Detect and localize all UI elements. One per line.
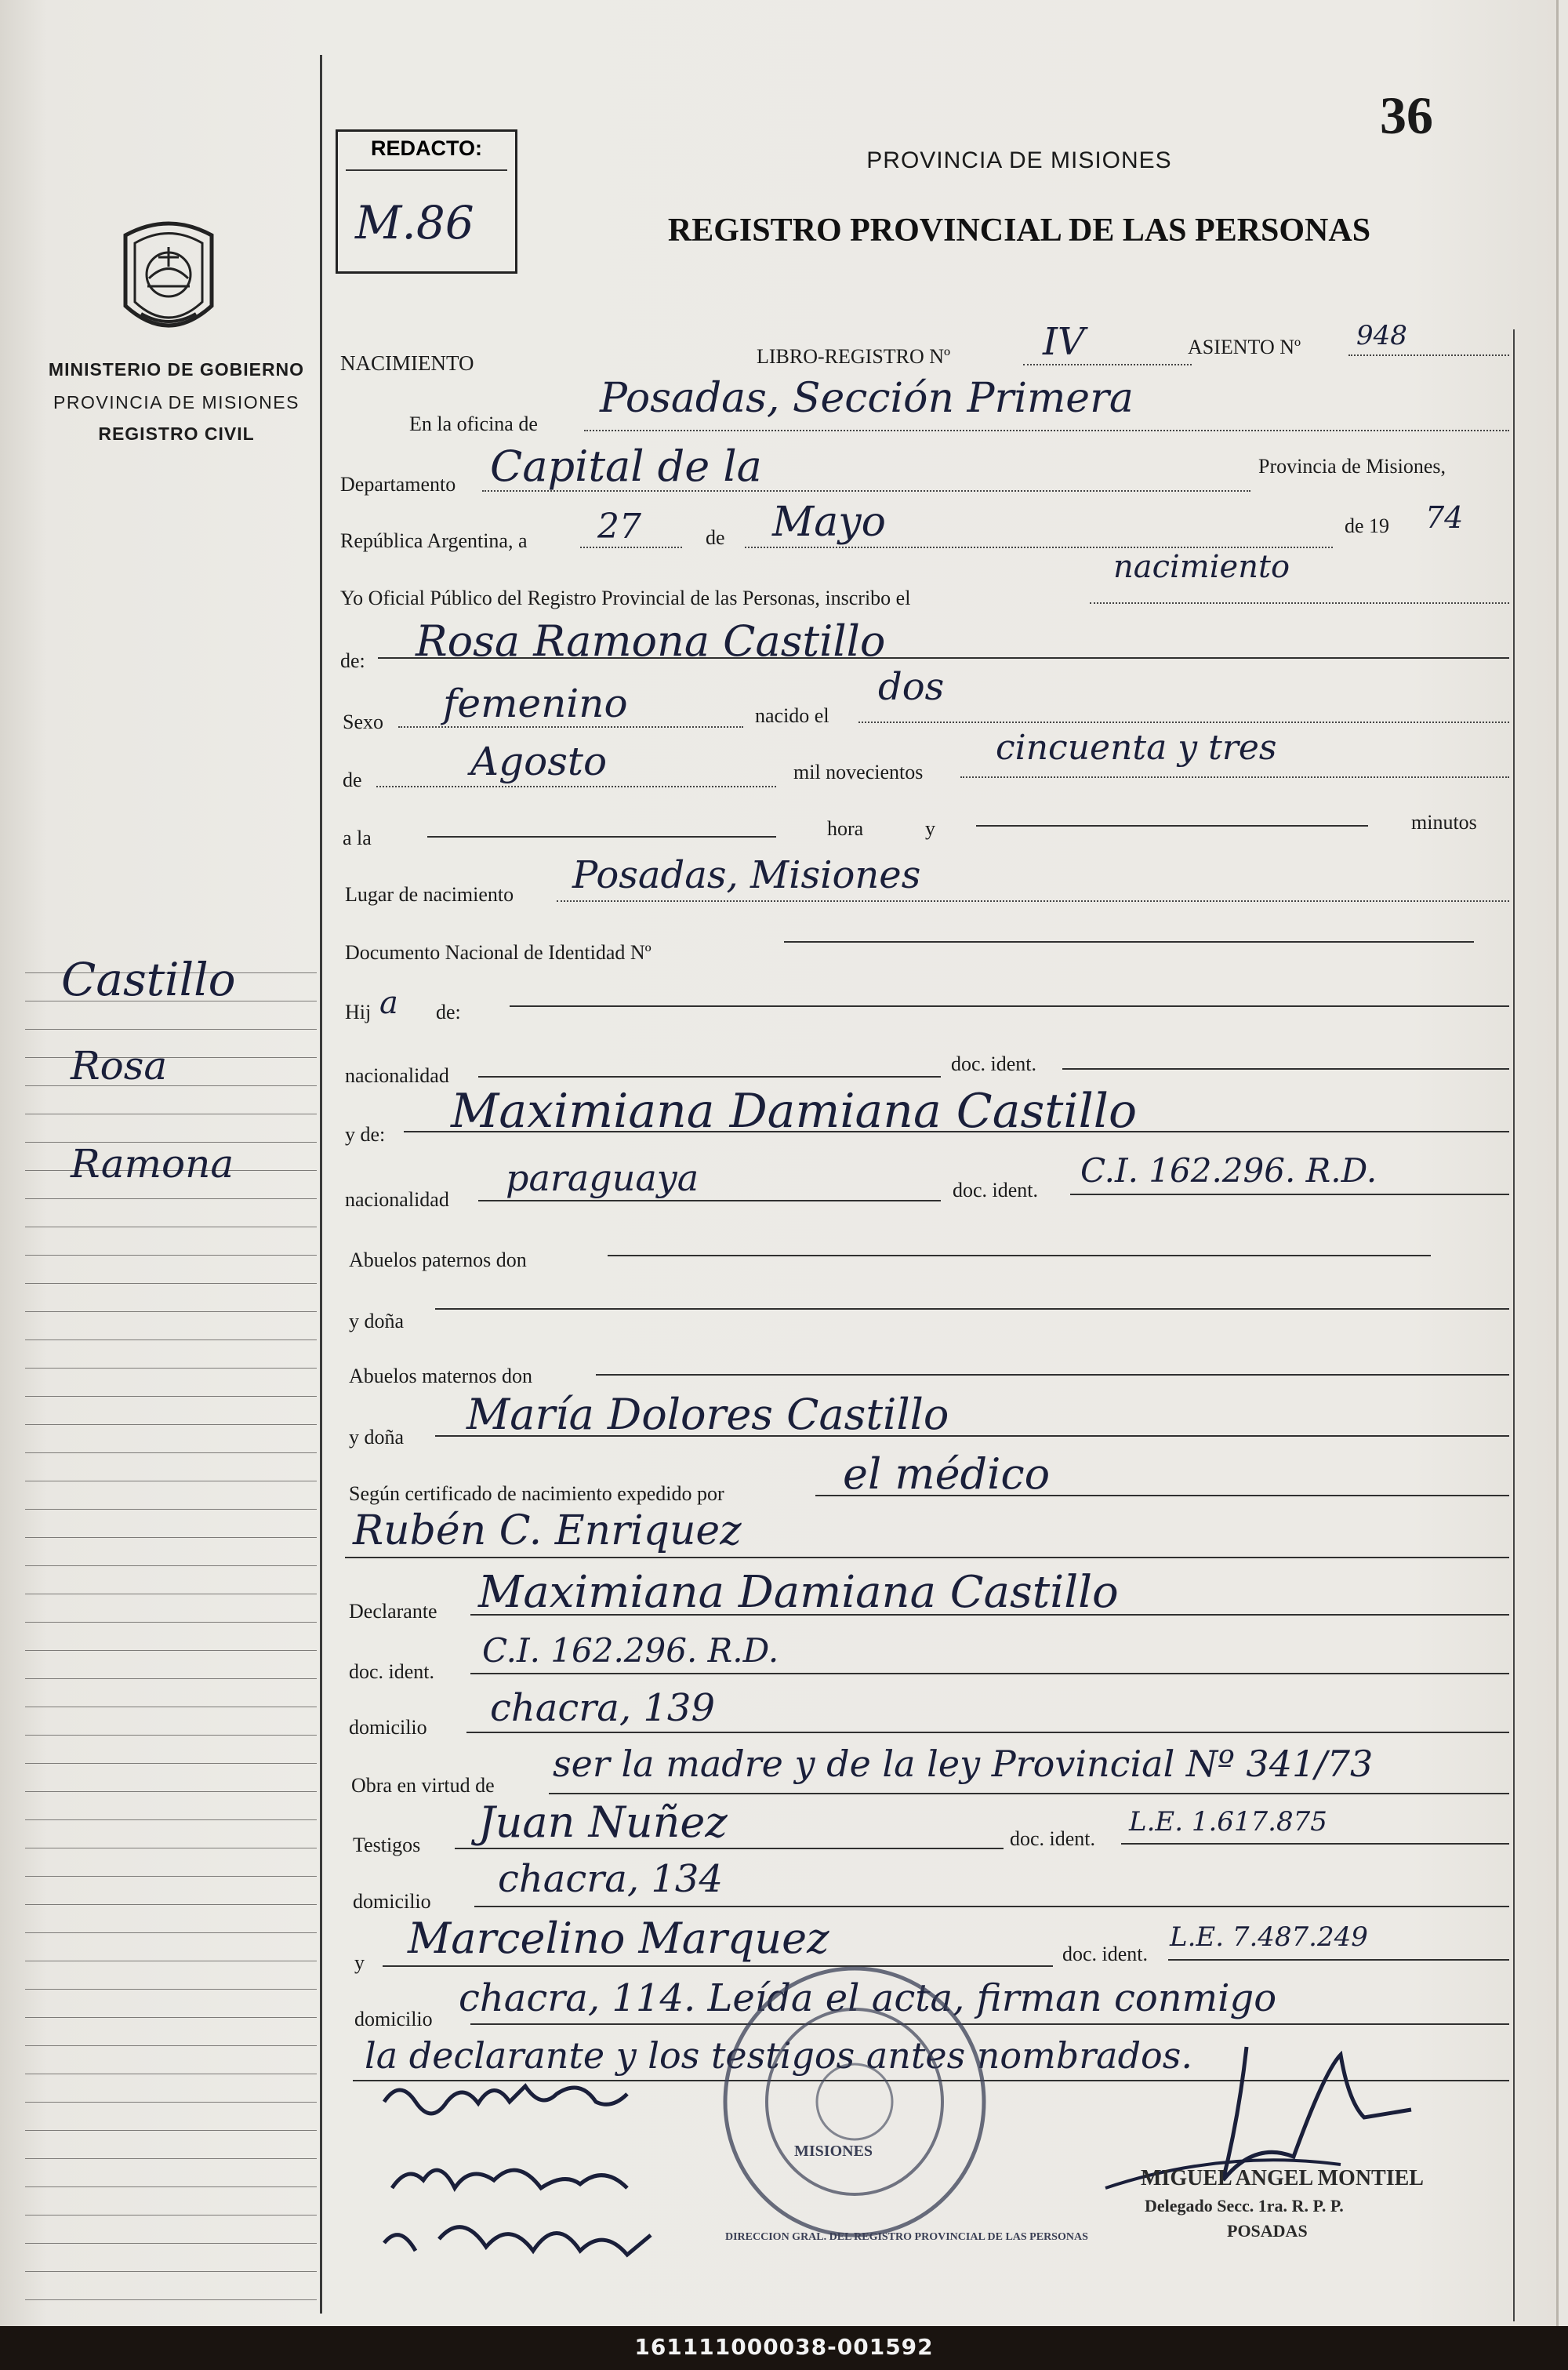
mother-doc: C.I. 162.296. R.D. — [1080, 1151, 1377, 1190]
registry-title: REGISTRO PROVINCIAL DE LAS PERSONAS — [667, 213, 1371, 249]
margin-rule — [25, 1339, 317, 1340]
month-de-label: de — [706, 526, 725, 549]
born-day: dos — [878, 665, 945, 709]
declarant-name: Maximiana Damiana Castillo — [478, 1567, 1119, 1618]
minutes-label: minutos — [1411, 811, 1477, 834]
margin-surname: Castillo — [61, 953, 236, 1006]
official-name: MIGUEL ANGEL MONTIEL — [1141, 2166, 1424, 2190]
father-nationality-line — [478, 1076, 941, 1078]
child-of-de: de: — [436, 1001, 461, 1023]
declarant-doc-label: doc. ident. — [349, 1660, 435, 1683]
officer-text: Yo Oficial Público del Registro Provincial de las Personas, inscribo el — [340, 587, 911, 609]
certificate-label: Según certificado de nacimiento expedido por — [349, 1482, 724, 1505]
child-gender-suffix: a — [379, 985, 398, 1021]
footer-bar — [0, 2326, 1568, 2370]
form-right-border — [1513, 329, 1515, 2321]
name-label: de: — [340, 649, 365, 672]
margin-rule — [25, 2017, 317, 2018]
margin-rule — [25, 1904, 317, 1905]
declarant-label: Declarante — [349, 1600, 437, 1623]
office-value: Posadas, Sección Primera — [600, 375, 1134, 422]
declarant-doc-line — [470, 1673, 1509, 1674]
certificate-value: el médico — [843, 1449, 1051, 1499]
father-nationality-label: nacionalidad — [345, 1064, 449, 1087]
margin-rule — [25, 1565, 317, 1566]
official-role: Delegado Secc. 1ra. R. P. P. — [1145, 2196, 1344, 2216]
record-type: NACIMIENTO — [340, 351, 474, 375]
day-value: 27 — [597, 507, 641, 547]
maternal-grandfather-line — [596, 1374, 1509, 1376]
birthplace-line — [557, 900, 1509, 902]
mother-nationality: paraguaya — [506, 1157, 699, 1199]
and-label: y — [925, 817, 935, 840]
born-month-line — [376, 786, 776, 787]
closing-text: la declarante y los testigos antes nombrados. — [365, 2034, 1192, 2077]
margin-rule — [25, 2130, 317, 2131]
witness1-doc-label: doc. ident. — [1010, 1827, 1096, 1850]
dept-value: Capital de la — [490, 442, 762, 491]
margin-rule — [25, 1029, 317, 1030]
witness1-name: Juan Nuñez — [478, 1797, 728, 1847]
margin-rule — [25, 1537, 317, 1538]
margin-rule — [25, 1622, 317, 1623]
residence-value: chacra, 139 — [490, 1686, 715, 1730]
paternal-grandmother-label: y doña — [349, 1310, 405, 1332]
hour-label: hora — [827, 817, 864, 840]
margin-first-name: Rosa — [71, 1043, 168, 1089]
paternal-grandfather-label: Abuelos paternos don — [349, 1249, 527, 1271]
birthplace-value: Posadas, Misiones — [572, 853, 921, 897]
month-value: Mayo — [772, 499, 886, 546]
stamp-ring-text: DIRECCION GRAL. DEL REGISTRO PROVINCIAL DE LAS PERSONAS — [725, 2231, 1088, 2243]
witness2-residence: chacra, 114. Leída el acta, firman conmigo — [459, 1976, 1277, 2020]
redacto-label: REDACTO: — [370, 136, 482, 160]
page-number: 36 — [1380, 85, 1433, 145]
ministry-line-3: REGISTRO CIVIL — [98, 423, 255, 444]
registered-name: Rosa Ramona Castillo — [416, 616, 886, 666]
republic-label: República Argentina, a — [340, 529, 528, 552]
witness1-residence: chacra, 134 — [498, 1857, 723, 1901]
father-doc-label: doc. ident. — [951, 1052, 1037, 1075]
witness2-name: Marcelino Marquez — [408, 1914, 829, 1963]
hour-line — [427, 836, 776, 838]
margin-rule — [25, 1989, 317, 1990]
margin-rule — [25, 1876, 317, 1877]
margin-rule — [25, 1198, 317, 1199]
day-line — [580, 547, 682, 548]
born-line — [858, 722, 1509, 723]
dni-label: Documento Nacional de Identidad Nº — [345, 941, 652, 964]
margin-rule — [25, 2102, 317, 2103]
margin-rule — [25, 1057, 317, 1058]
book-line — [1023, 364, 1192, 365]
residence-label: domicilio — [349, 1716, 427, 1739]
margin-rule — [25, 1932, 317, 1933]
officer-value: nacimiento — [1113, 549, 1290, 585]
by-virtue-line — [549, 1793, 1509, 1794]
ministry-line-1: MINISTERIO DE GOBIERNO — [48, 359, 305, 380]
born-year-line — [960, 776, 1509, 778]
entry-label: ASIENTO Nº — [1188, 336, 1301, 358]
book-value: IV — [1043, 320, 1085, 364]
margin-second-name: Ramona — [71, 1141, 234, 1187]
witness2-doc: L.E. 7.487.249 — [1170, 1921, 1368, 1953]
sex-label: Sexo — [343, 711, 383, 733]
book-label: LIBRO-REGISTRO Nº — [757, 345, 951, 368]
province-title: PROVINCIA DE MISIONES — [866, 147, 1172, 173]
margin-rule — [25, 1283, 317, 1284]
residence-line — [466, 1732, 1509, 1733]
office-label: En la oficina de — [409, 413, 538, 435]
paternal-grandfather-line — [608, 1255, 1431, 1256]
witness1-residence-line — [474, 1906, 1509, 1907]
born-month: Agosto — [470, 739, 608, 784]
birthplace-label: Lugar de nacimiento — [345, 883, 514, 906]
witness1-residence-label: domicilio — [353, 1890, 431, 1913]
office-line — [584, 430, 1509, 431]
witness2-doc-line — [1168, 1959, 1509, 1961]
margin-rule — [25, 2158, 317, 2159]
child-of-label: Hij — [345, 1001, 372, 1023]
year-value: 74 — [1425, 500, 1464, 535]
margin-rule — [25, 1368, 317, 1369]
margin-rule — [25, 1452, 317, 1453]
sex-value: femenino — [443, 681, 628, 726]
margin-rule — [25, 1255, 317, 1256]
provincial-seal-icon — [110, 212, 227, 345]
born-month-label: de — [343, 769, 362, 791]
mother-nationality-line — [478, 1200, 941, 1201]
witness2-doc-label: doc. ident. — [1062, 1943, 1149, 1965]
dept-suffix: Provincia de Misiones, — [1258, 455, 1446, 478]
born-label: nacido el — [755, 704, 829, 727]
margin-rule — [25, 1791, 317, 1792]
doctor-name: Rubén C. Enriquez — [353, 1507, 742, 1554]
stamp-ring-icon — [717, 1961, 1088, 2243]
dept-label: Departamento — [340, 473, 456, 496]
margin-rule — [25, 1311, 317, 1312]
maternal-grandfather-label: Abuelos maternos don — [349, 1365, 532, 1387]
entry-line — [1348, 354, 1509, 356]
margin-rule — [25, 2271, 317, 2272]
margin-rule — [25, 2215, 317, 2216]
left-margin-column — [0, 0, 321, 2326]
margin-rule — [25, 1650, 317, 1651]
margin-rule — [25, 2243, 317, 2244]
redacto-box — [336, 129, 517, 274]
official-place: POSADAS — [1227, 2221, 1308, 2241]
entry-value: 948 — [1356, 320, 1407, 351]
declarant-doc: C.I. 162.296. R.D. — [482, 1631, 779, 1670]
officer-line — [1090, 602, 1509, 604]
witness1-doc: L.E. 1.617.875 — [1129, 1806, 1327, 1837]
dni-line — [784, 941, 1474, 943]
stamp-center-text: MISIONES — [794, 2143, 873, 2160]
margin-rule — [25, 2299, 317, 2300]
margin-rule — [25, 1509, 317, 1510]
margin-rule — [25, 1819, 317, 1820]
redacto-underline — [346, 169, 507, 171]
registry-stamp — [717, 1961, 1088, 2243]
margin-rule — [25, 1735, 317, 1736]
witnesses-label: Testigos — [353, 1834, 421, 1856]
minute-line — [976, 825, 1368, 827]
redacto-value: M.86 — [355, 196, 474, 249]
year-label: de 19 — [1345, 514, 1390, 537]
doctor-line — [345, 1557, 1509, 1558]
by-virtue-label: Obra en virtud de — [351, 1774, 495, 1797]
mother-name: Maximiana Damiana Castillo — [451, 1084, 1138, 1139]
witness2-and-label: y — [354, 1951, 365, 1974]
month-line — [745, 547, 1333, 548]
father-line — [510, 1005, 1509, 1007]
time-label: a la — [343, 827, 372, 849]
margin-rule — [25, 1763, 317, 1764]
by-virtue-value: ser la madre y de la ley Provincial Nº 341/73 — [553, 1743, 1374, 1785]
margin-rule — [25, 1424, 317, 1425]
maternal-grandmother-label: y doña — [349, 1426, 405, 1449]
witness1-line — [455, 1848, 1004, 1849]
mother-doc-line — [1070, 1194, 1509, 1195]
margin-rule — [25, 1396, 317, 1397]
mother-label: y de: — [345, 1123, 386, 1146]
witness1-doc-line — [1121, 1843, 1509, 1845]
ministry-line-2: PROVINCIA DE MISIONES — [53, 392, 299, 413]
year-text: mil novecientos — [793, 761, 924, 783]
margin-rule — [25, 1678, 317, 1679]
witness2-residence-label: domicilio — [354, 2008, 433, 2030]
margin-rule — [25, 2186, 317, 2187]
paternal-grandmother-line — [435, 1308, 1509, 1310]
margin-rule — [25, 1085, 317, 1086]
sex-line — [398, 726, 743, 728]
father-doc-line — [1062, 1068, 1509, 1070]
document-id: 161111000038-001592 — [634, 2334, 934, 2360]
margin-rule — [25, 2045, 317, 2046]
born-year: cincuenta y tres — [996, 728, 1277, 768]
mother-nationality-label: nacionalidad — [345, 1188, 449, 1211]
column-divider — [320, 55, 322, 2314]
maternal-grandmother: María Dolores Castillo — [466, 1390, 949, 1439]
mother-doc-label: doc. ident. — [953, 1179, 1039, 1201]
